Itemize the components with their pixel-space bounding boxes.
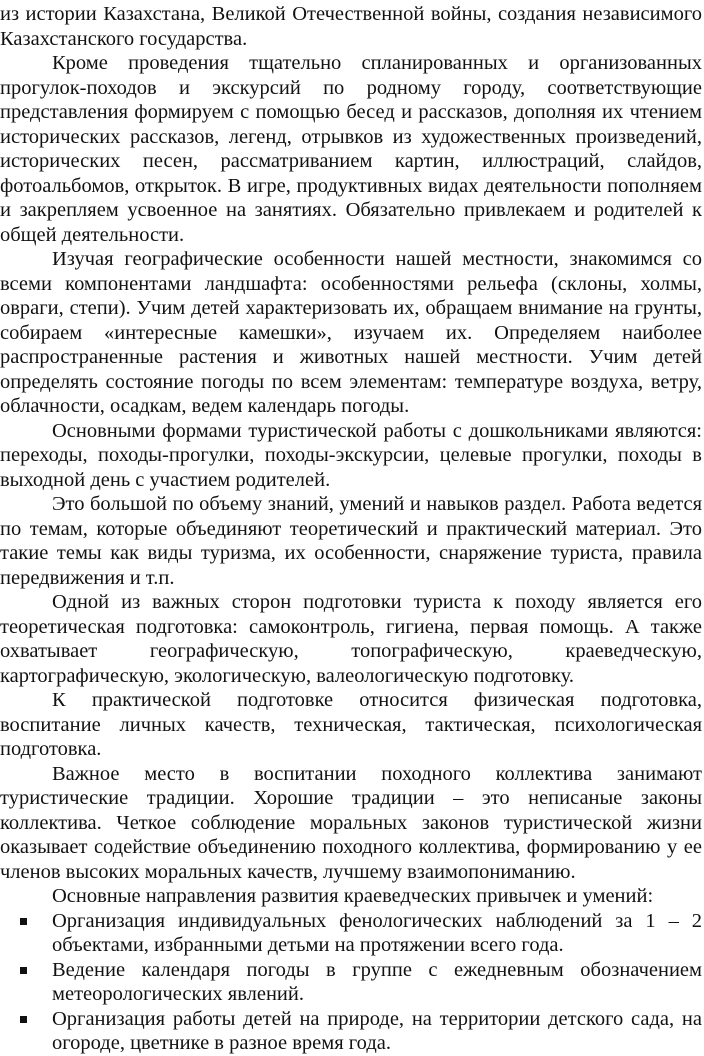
list-item xyxy=(0,1007,702,1056)
paragraph-3: Изучая географические особенности нашей местности, знакомимся со всеми компонентами ландшафта: особенностями рельефа (склоны, холмы, овраги, степи). Учим детей характеризовать их, обращаем внимание на грунты, собираем «интересные камешки», изучаем их. Определяем наиболее распространенные растения и животных нашей местности. Учим детей определять состояние погоды по всем элементам: температуре воздуха, ветру, облачности, осадкам, ведем календарь погоды. xyxy=(0,248,702,417)
list-item-text: Организация индивидуальных фенологических наблюдений за 1 – 2 объектами, избранными детьми на протяжении всего года. xyxy=(52,909,702,956)
paragraph-5: Это большой по объему знаний, умений и навыков раздел. Работа ведется по темам, которые объединяют теоретический и практический материал. Это такие темы как виды туризма, их особенности, снаряжение туриста, правила передвижения и т.п. xyxy=(0,493,702,589)
paragraph-8: Важное место в воспитании походного коллектива занимают туристические традиции. Хорошие традиции – это неписаные законы коллектива. Четкое соблюдение моральных законов туристической жизни оказывает содействие объединению походного коллектива, формированию у ее членов высоких моральных качеств, лучшему взаимопониманию. xyxy=(0,762,702,883)
list-intro: Основные направления развития краеведческих привычек и умений: xyxy=(52,885,654,907)
list-item xyxy=(0,909,702,958)
paragraph-4: Основными формами туристической работы с дошкольниками являются: переходы, походы-прогулки, походы-экскурсии, целевые прогулки, походы в выходной день с участием родителей. xyxy=(0,419,702,491)
paragraph-1: из истории Казахстана, Великой Отечественной войны, создания независимого Казахстанского государства. xyxy=(0,3,702,50)
list-item-text: Ведение календаря погоды в группе с ежедневным обозначением метеорологических явлений. xyxy=(52,958,702,1005)
paragraph-7: К практической подготовке относится физическая подготовка, воспитание личных качеств, техническая, тактическая, психологическая подготовка. xyxy=(0,689,702,760)
square-bullet-icon xyxy=(20,1016,27,1023)
square-bullet-icon xyxy=(20,918,27,925)
list-item-text: Организация работы детей на природе, на территории детского сада, на огороде, цветнике в разное время года. xyxy=(52,1007,702,1054)
bullet-list xyxy=(0,909,702,1056)
paragraph-6: Одной из важных сторон подготовки туриста к походу является его теоретическая подготовка: самоконтроль, гигиена, первая помощь. А также охватывает географическую, топографическую, краеведческую, картографическую, экологическую, валеологическую подготовку. xyxy=(0,591,702,687)
square-bullet-icon xyxy=(20,967,27,974)
list-item xyxy=(0,958,702,1007)
paragraph-2: Кроме проведения тщательно спланированных и организованных прогулок-походов и экскурсий по родному городу, соответствующие представления формируем с помощью бесед и рассказов, дополняя их чтением исторических рассказов, легенд, отрывков из художественных произведений, исторических песен, рассматриванием картин, иллюстраций, слайдов, фотоальбомов, открыток. В игре, продуктивных видах деятельности пополняем и закрепляем усвоенное на занятиях. Обязательно привлекаем и родителей к общей деятельности. xyxy=(0,52,702,246)
